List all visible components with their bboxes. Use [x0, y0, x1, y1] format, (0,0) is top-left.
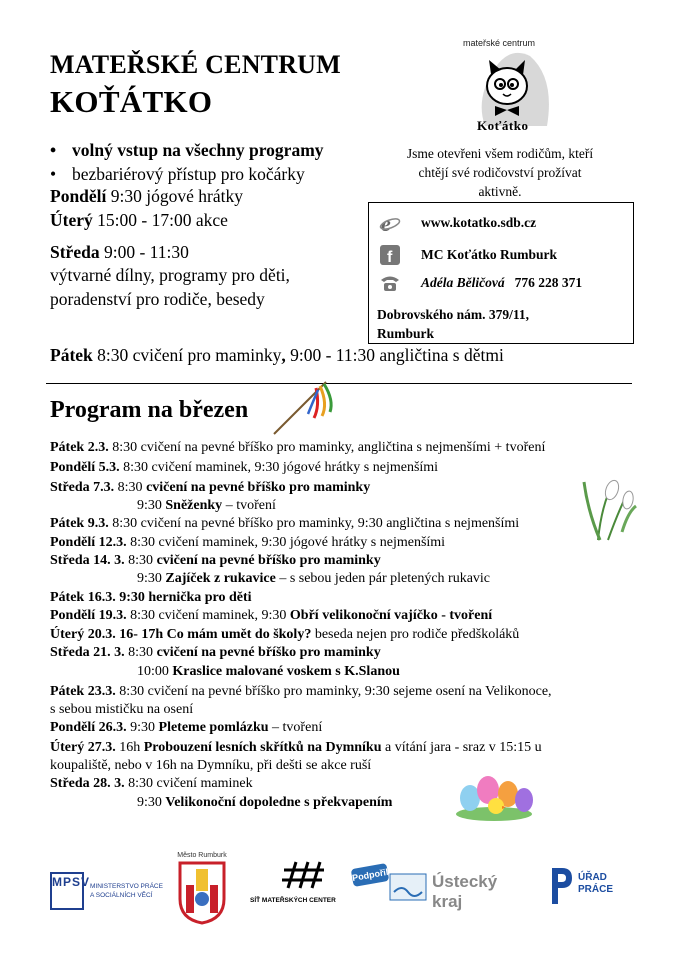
program-row-text: – tvoření: [222, 498, 276, 513]
program-row-text: 10:00: [137, 664, 173, 679]
sit-mc-logo: [250, 858, 350, 908]
program-row: [50, 516, 519, 532]
program-row-text: cvičení na pevné bříško pro maminky: [156, 645, 381, 660]
contact-phone-name: Adéla Běličová: [421, 275, 505, 290]
program-row-text: Pondělí 12.3.: [50, 535, 127, 550]
schedule-day: Středa: [50, 242, 100, 262]
network-figures-icon: [278, 858, 338, 892]
program-row-text: 8:30 cvičení maminek, 9:30 jógové hrátky s nejmenšími: [119, 460, 439, 475]
schedule-comma: ,: [281, 345, 286, 365]
program-row-text: – s sebou jeden pár pletených rukavic: [275, 571, 491, 586]
program-row: [50, 776, 253, 792]
program-row: [50, 440, 545, 456]
schedule-text: 9:30 jógové hrátky: [106, 186, 243, 206]
podporil-badge: Podpořil: [351, 863, 390, 887]
program-row-text: cvičení na pevné bříško pro maminky: [156, 553, 381, 568]
program-row-text: 9:30: [137, 498, 166, 513]
program-row: [50, 627, 519, 643]
schedule-wednesday: [50, 242, 189, 263]
contact-phone[interactable]: [369, 271, 582, 295]
mpsv-text-2: A SOCIÁLNÍCH VĚCÍ: [90, 892, 153, 899]
program-row: [137, 498, 276, 514]
contact-address: [377, 305, 529, 343]
program-row: [50, 480, 370, 496]
program-row-text: 8:30 cvičení maminek, 9:30 jógové hrátky s nejmenšími: [126, 535, 446, 550]
program-row-text: 8:30 cvičení na pevné bříško pro maminky, 9:30 angličtina s nejmenšími: [108, 516, 520, 531]
program-row-text: Úterý 20.3. 16- 17h Co mám umět do školy?: [50, 627, 312, 642]
program-row-text: Zajíček z rukavice: [165, 571, 276, 586]
wednesday-detail-2: poradenství pro rodiče, besedy: [50, 289, 265, 309]
program-row: [50, 758, 371, 774]
easter-eggs-icon: [452, 766, 536, 822]
telephone-icon: [379, 272, 401, 294]
program-row-text: 8:30: [124, 645, 157, 660]
schedule-tuesday: [50, 210, 228, 231]
program-row-text: s sebou mističku na osení: [50, 702, 194, 717]
svg-text:f: f: [387, 249, 393, 265]
program-row-text: Pondělí 26.3.: [50, 720, 127, 735]
contact-web-text: www.kotatko.sdb.cz: [421, 215, 537, 230]
program-row-text: Sněženky: [165, 498, 223, 513]
schedule-day: Úterý: [50, 210, 93, 230]
pomlazka-icon: [270, 378, 340, 438]
bullet-icon: •: [50, 140, 57, 160]
mpsv-text-1: MINISTERSTVO PRÁCE: [90, 883, 163, 890]
program-row: [50, 645, 381, 661]
program-row-text: Středa 14. 3.: [50, 553, 125, 568]
program-row: [137, 664, 400, 680]
sit-label: SÍŤ MATEŘSKÝCH CENTER: [250, 897, 336, 904]
program-row-text: 8:30: [124, 553, 157, 568]
bullet-barrier-free: [50, 164, 305, 185]
contact-web[interactable]: [369, 211, 536, 235]
schedule-text-2: 9:00 - 11:30 angličtina s dětmi: [285, 345, 504, 365]
mesto-label: Město Rumburk: [177, 852, 227, 859]
bullet-free-entry: [50, 140, 324, 161]
program-row-text: koupaliště, nebo v 16h na Dymníku, při dešti se akce ruší: [50, 758, 372, 773]
program-row-text: 8:30 cvičení maminek, 9:30: [126, 608, 290, 623]
program-row-text: a vítání jara - sraz v 15:15 u: [381, 740, 542, 755]
bullet-text: bezbariérový přístup pro kočárky: [72, 164, 305, 184]
centre-title-line1: MATEŘSKÉ CENTRUM: [50, 50, 341, 79]
urad-prace-logo: [548, 866, 628, 910]
program-row-text: 9:30: [137, 795, 166, 810]
program-row: [137, 795, 392, 811]
address-line2: Rumburk: [377, 326, 435, 341]
address-line1: Dobrovského nám. 379/11,: [377, 307, 530, 322]
ustecky-kraj-logo: [351, 862, 532, 911]
urad-prace-icon: [548, 866, 574, 906]
wednesday-detail-1: výtvarné dílny, programy pro děti,: [50, 265, 290, 285]
program-row-text: Pondělí 5.3.: [50, 460, 120, 475]
program-row: [50, 740, 542, 756]
schedule-text: 9:00 - 11:30: [99, 242, 189, 262]
program-row-text: cvičení na pevné bříško pro maminky: [146, 480, 371, 495]
program-row-text: beseda nejen pro rodiče předškoláků: [311, 627, 520, 642]
program-row-text: Obří velikonoční vajíčko - tvoření: [289, 608, 493, 623]
logo-ring-text: mateřské centrum: [463, 38, 536, 48]
program-row-text: Středa 7.3.: [50, 480, 115, 495]
program-row-text: Pondělí 19.3.: [50, 608, 127, 623]
logo-name: Koťátko: [477, 118, 529, 133]
program-row-text: 9:30: [137, 571, 166, 586]
schedule-day: Pondělí: [50, 186, 107, 206]
program-row: [50, 553, 381, 569]
facebook-icon: [379, 244, 401, 266]
contact-phone-number: 776 228 371: [514, 275, 583, 290]
program-row: [50, 702, 193, 718]
program-row-text: Středa 28. 3.: [50, 776, 125, 791]
schedule-text: 15:00 - 17:00 akce: [92, 210, 228, 230]
schedule-day: Pátek: [50, 345, 93, 365]
schedule-monday: [50, 186, 243, 207]
bullet-icon: •: [50, 164, 57, 184]
program-row-text: Pleteme pomlázku: [158, 720, 269, 735]
contact-facebook-text: MC Koťátko Rumburk: [421, 247, 558, 262]
program-row-text: Velikonoční dopoledne s překvapením: [165, 795, 393, 810]
urad-label-1: ÚŘAD: [578, 872, 607, 883]
program-row-text: Pátek 23.3.: [50, 684, 116, 699]
svg-text:e: e: [381, 212, 391, 234]
snowdrop-icon: [578, 462, 638, 542]
centre-title-line2: KOŤÁTKO: [50, 84, 213, 119]
program-row-text: Probouzení lesních skřítků na Dymníku: [143, 740, 382, 755]
program-row-text: 8:30: [114, 480, 147, 495]
program-row: [50, 720, 322, 736]
ie-browser-icon: [379, 212, 401, 234]
program-row-text: 8:30 cvičení na pevné bříško pro maminky, 9:30 sejeme osení na Velikonoce,: [115, 684, 552, 699]
program-row-text: 8:30 cvičení na pevné bříško pro maminky, angličtina s nejmenšími + tvoření: [108, 440, 546, 455]
program-row: [50, 590, 252, 606]
program-row-text: Pátek 9.3.: [50, 516, 109, 531]
program-row-text: Pátek 2.3.: [50, 440, 109, 455]
program-row-text: Kraslice malované voskem s K.Slanou: [172, 664, 400, 679]
kotatko-logo: [455, 38, 565, 138]
program-row-text: – tvoření: [268, 720, 323, 735]
contact-facebook[interactable]: [369, 243, 557, 267]
tagline: Jsme otevřeni všem rodičům, kteří chtějí své rodičovství prožívat aktivně.: [406, 146, 594, 199]
program-row-text: 8:30 cvičení maminek: [124, 776, 253, 791]
ustecky-emblem-icon: [388, 872, 428, 902]
ustecky-label: Ústecký kraj: [432, 872, 498, 911]
program-row: [50, 535, 445, 551]
program-title: Program na březen: [50, 397, 249, 423]
mpsv-badge: MPSV: [50, 872, 84, 910]
rumburk-crest-icon: [176, 859, 228, 925]
schedule-text: 8:30 cvičení pro maminky: [92, 345, 282, 365]
program-row: [50, 684, 552, 700]
program-row-text: 16h: [115, 740, 144, 755]
program-row: [50, 460, 438, 476]
program-row-text: Úterý 27.3.: [50, 740, 116, 755]
schedule-friday: [50, 345, 504, 366]
program-row: [137, 571, 490, 587]
program-row-text: Pátek 16.3. 9:30 hernička pro děti: [50, 590, 252, 605]
contact-box: [368, 202, 634, 344]
program-row-text: 9:30: [126, 720, 159, 735]
bullet-text: volný vstup na všechny programy: [72, 140, 324, 160]
rumburk-crest: [176, 852, 228, 928]
program-row-text: Středa 21. 3.: [50, 645, 125, 660]
program-row: [50, 608, 492, 624]
urad-label-2: PRÁCE: [578, 884, 614, 895]
